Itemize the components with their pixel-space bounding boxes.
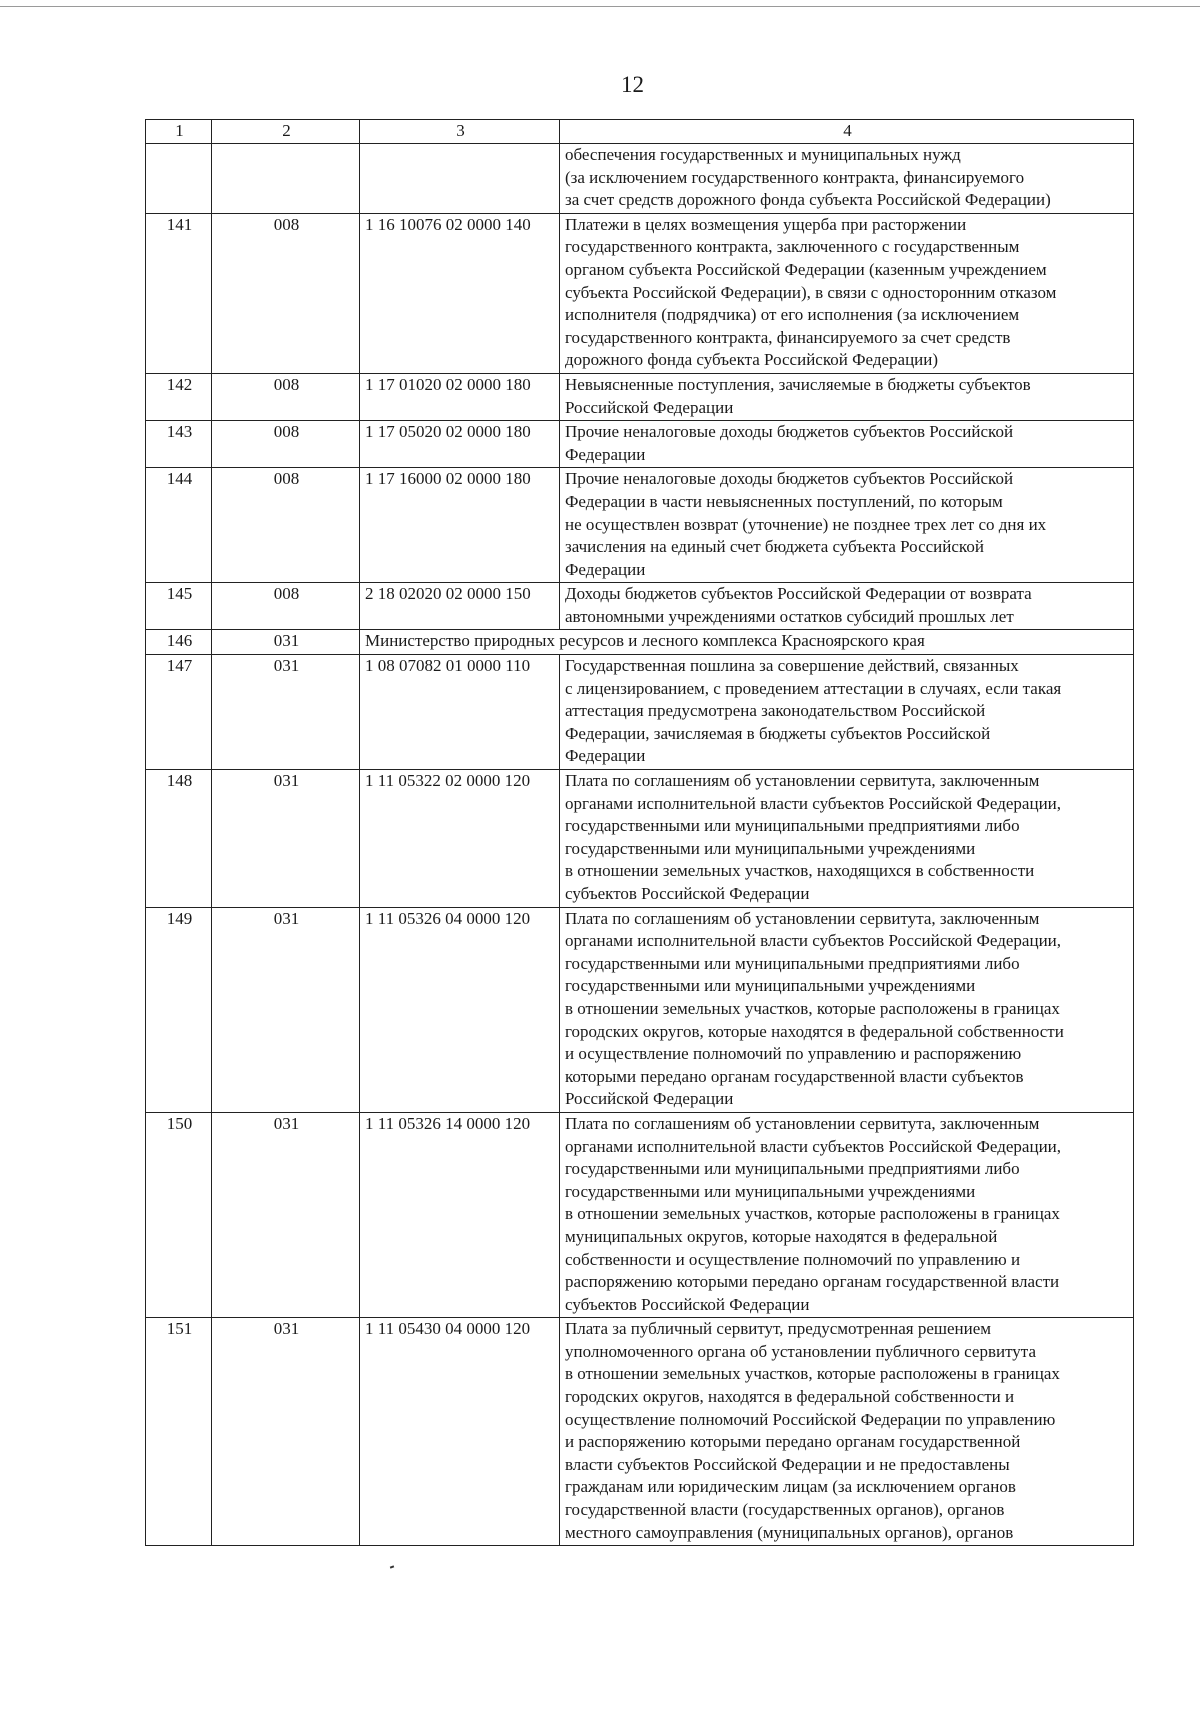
cell-num: 141 bbox=[146, 213, 212, 373]
cell-code: 1 17 05020 02 0000 180 bbox=[360, 421, 560, 468]
table-row bbox=[146, 1318, 1134, 1546]
cell-num-empty bbox=[146, 144, 212, 214]
cell-description: Невыясненные поступления, зачисляемые в бюджеты субъектов Российской Федерации bbox=[560, 373, 1134, 420]
table-row-continuation bbox=[146, 144, 1134, 214]
cell-num: 142 bbox=[146, 373, 212, 420]
column-header-2: 2 bbox=[212, 120, 360, 144]
cell-admin: 031 bbox=[212, 770, 360, 908]
cell-admin: 008 bbox=[212, 213, 360, 373]
cell-description: Плата за публичный сервитут, предусмотренная решением уполномоченного органа об установлении публичного сервитута в отношении земельных участков, которые расположены в границах городских округов, находятся в федеральной собственности и осуществление полномочий Российской Федерации по управлению и распоряжению которыми передано органам государственной власти субъектов Российской Федерации и не предоставлены гражданам или юридическим лицам (за исключением органов государственной власти (государственных органов), органов местного самоуправления (муниципальных органов), органов bbox=[560, 1318, 1134, 1546]
section-title: Министерство природных ресурсов и лесного комплекса Красноярского края bbox=[360, 630, 1134, 655]
table-row bbox=[146, 655, 1134, 770]
table-row bbox=[146, 213, 1134, 373]
table-row bbox=[146, 421, 1134, 468]
revenue-codes-table bbox=[145, 119, 1134, 1546]
cell-description: Платежи в целях возмещения ущерба при расторжении государственного контракта, заключенного с государственным органом субъекта Российской Федерации (казенным учреждением субъекта Российской Федерации), в связи с односторонним отказом исполнителя (подрядчика) от его исполнения (за исключением государственного контракта, финансируемого за счет средств дорожного фонда субъекта Российской Федерации) bbox=[560, 213, 1134, 373]
cell-code: 1 17 01020 02 0000 180 bbox=[360, 373, 560, 420]
cell-code: 1 16 10076 02 0000 140 bbox=[360, 213, 560, 373]
cell-admin: 008 bbox=[212, 468, 360, 583]
cell-admin: 008 bbox=[212, 421, 360, 468]
cell-code: 1 08 07082 01 0000 110 bbox=[360, 655, 560, 770]
cell-num: 144 bbox=[146, 468, 212, 583]
cell-admin: 031 bbox=[212, 655, 360, 770]
cell-code: 1 11 05430 04 0000 120 bbox=[360, 1318, 560, 1546]
cell-admin: 031 bbox=[212, 630, 360, 655]
column-header-4: 4 bbox=[560, 120, 1134, 144]
cell-num: 151 bbox=[146, 1318, 212, 1546]
cell-num: 143 bbox=[146, 421, 212, 468]
cell-description: Прочие неналоговые доходы бюджетов субъектов Российской Федерации в части невыясненных поступлений, по которым не осуществлен возврат (уточнение) не позднее трех лет со дня их зачисления на единый счет бюджета субъекта Российской Федерации bbox=[560, 468, 1134, 583]
cell-num: 150 bbox=[146, 1112, 212, 1317]
cell-num: 146 bbox=[146, 630, 212, 655]
table-row bbox=[146, 468, 1134, 583]
cell-description: обеспечения государственных и муниципальных нужд (за исключением государственного контракта, финансируемого за счет средств дорожного фонда субъекта Российской Федерации) bbox=[560, 144, 1134, 214]
cell-num: 145 bbox=[146, 583, 212, 630]
cell-description: Плата по соглашениям об установлении сервитута, заключенным органами исполнительной власти субъектов Российской Федерации, государственными или муниципальными предприятиями либо государственными или муниципальными учреждениями в отношении земельных участков, которые расположены в границах муниципальных округов, которые находятся в федеральной собственности и осуществление полномочий по управлению и распоряжению которыми передано органам государственной власти субъектов Российской Федерации bbox=[560, 1112, 1134, 1317]
cell-code-empty bbox=[360, 144, 560, 214]
scan-speck bbox=[390, 1565, 394, 1568]
cell-admin: 008 bbox=[212, 583, 360, 630]
page-number: 12 bbox=[621, 72, 644, 97]
table-row bbox=[146, 373, 1134, 420]
cell-admin: 031 bbox=[212, 1318, 360, 1546]
cell-admin: 031 bbox=[212, 907, 360, 1112]
cell-num: 148 bbox=[146, 770, 212, 908]
cell-description: Доходы бюджетов субъектов Российской Федерации от возврата автономными учреждениями остатков субсидий прошлых лет bbox=[560, 583, 1134, 630]
cell-code: 1 17 16000 02 0000 180 bbox=[360, 468, 560, 583]
cell-admin-empty bbox=[212, 144, 360, 214]
cell-num: 147 bbox=[146, 655, 212, 770]
cell-admin: 008 bbox=[212, 373, 360, 420]
cell-description: Плата по соглашениям об установлении сервитута, заключенным органами исполнительной власти субъектов Российской Федерации, государственными или муниципальными предприятиями либо государственными или муниципальными учреждениями в отношении земельных участков, которые расположены в границах городских округов, которые находятся в федеральной собственности и осуществление полномочий по управлению и распоряжению которыми передано органам государственной власти субъектов Российской Федерации bbox=[560, 907, 1134, 1112]
table-row bbox=[146, 583, 1134, 630]
column-header-3: 3 bbox=[360, 120, 560, 144]
table-section-row bbox=[146, 630, 1134, 655]
scan-edge-line bbox=[0, 6, 1200, 7]
cell-code: 1 11 05322 02 0000 120 bbox=[360, 770, 560, 908]
table-row bbox=[146, 907, 1134, 1112]
cell-admin: 031 bbox=[212, 1112, 360, 1317]
cell-description: Прочие неналоговые доходы бюджетов субъектов Российской Федерации bbox=[560, 421, 1134, 468]
cell-code: 1 11 05326 04 0000 120 bbox=[360, 907, 560, 1112]
cell-description: Плата по соглашениям об установлении сервитута, заключенным органами исполнительной власти субъектов Российской Федерации, государственными или муниципальными предприятиями либо государственными или муниципальными учреждениями в отношении земельных участков, находящихся в собственности субъектов Российской Федерации bbox=[560, 770, 1134, 908]
table-row bbox=[146, 770, 1134, 908]
cell-description: Государственная пошлина за совершение действий, связанных с лицензированием, с проведением аттестации в случаях, если такая аттестация предусмотрена законодательством Российской Федерации, зачисляемая в бюджеты субъектов Российской Федерации bbox=[560, 655, 1134, 770]
cell-code: 2 18 02020 02 0000 150 bbox=[360, 583, 560, 630]
column-header-1: 1 bbox=[146, 120, 212, 144]
table-row bbox=[146, 1112, 1134, 1317]
cell-num: 149 bbox=[146, 907, 212, 1112]
cell-code: 1 11 05326 14 0000 120 bbox=[360, 1112, 560, 1317]
table-header-row bbox=[146, 120, 1134, 144]
